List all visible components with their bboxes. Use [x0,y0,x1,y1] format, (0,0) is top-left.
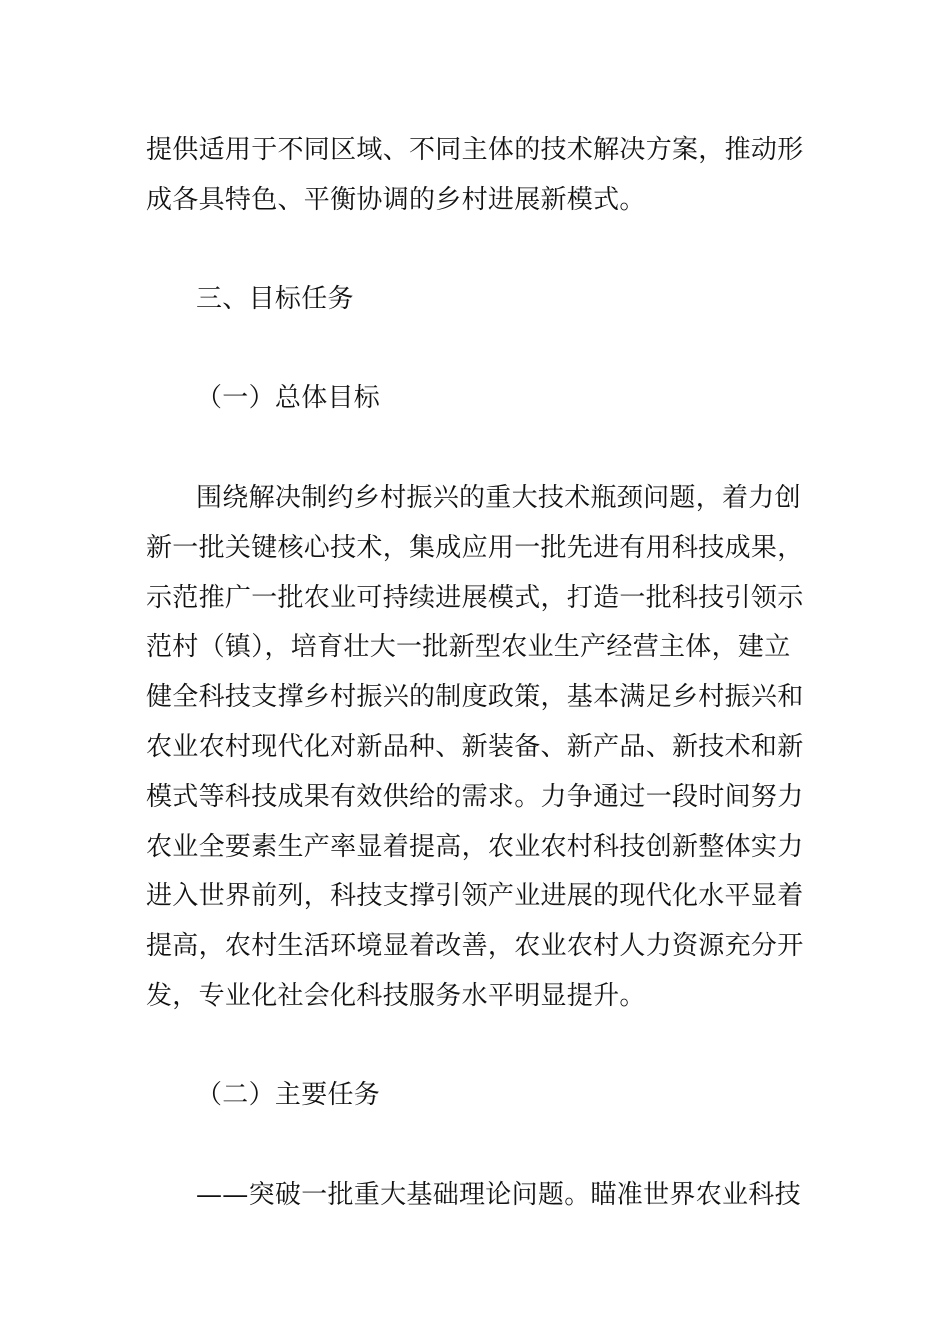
paragraph-line: 发，专业化社会化科技服务水平明显提升。 [146,981,646,1011]
paragraph-line: 进入世界前列，科技支撑引领产业进展的现代化水平显着 [146,881,804,911]
section-heading: 三、目标任务 [196,284,354,314]
paragraph-line: 提高，农村生活环境显着改善，农业农村人力资源充分开 [146,931,804,961]
subsection-heading-overall-goal: （一）总体目标 [196,383,381,413]
intro-line-2: 成各具特色、平衡协调的乡村进展新模式。 [146,185,646,215]
intro-line-1: 提供适用于不同区域、不同主体的技术解决方案，推动形 [146,135,804,165]
paragraph-line: 围绕解决制约乡村振兴的重大技术瓶颈问题，着力创 [196,483,801,513]
paragraph-line: 模式等科技成果有效供给的需求。力争通过一段时间努力 [146,782,804,812]
paragraph-line: 示范推广一批农业可持续进展模式，打造一批科技引领示 [146,583,804,613]
paragraph-line: 农业全要素生产率显着提高，农业农村科技创新整体实力 [146,832,804,862]
paragraph-line: 健全科技支撑乡村振兴的制度政策，基本满足乡村振兴和 [146,682,804,712]
paragraph-line: 新一批关键核心技术，集成应用一批先进有用科技成果， [146,533,804,563]
subsection-heading-main-tasks: （二）主要任务 [196,1080,381,1110]
paragraph-line: ——突破一批重大基础理论问题。瞄准世界农业科技 [196,1180,801,1210]
paragraph-line: 农业农村现代化对新品种、新装备、新产品、新技术和新 [146,732,804,762]
paragraph-line: 范村（镇），培育壮大一批新型农业生产经营主体，建立 [146,632,791,662]
